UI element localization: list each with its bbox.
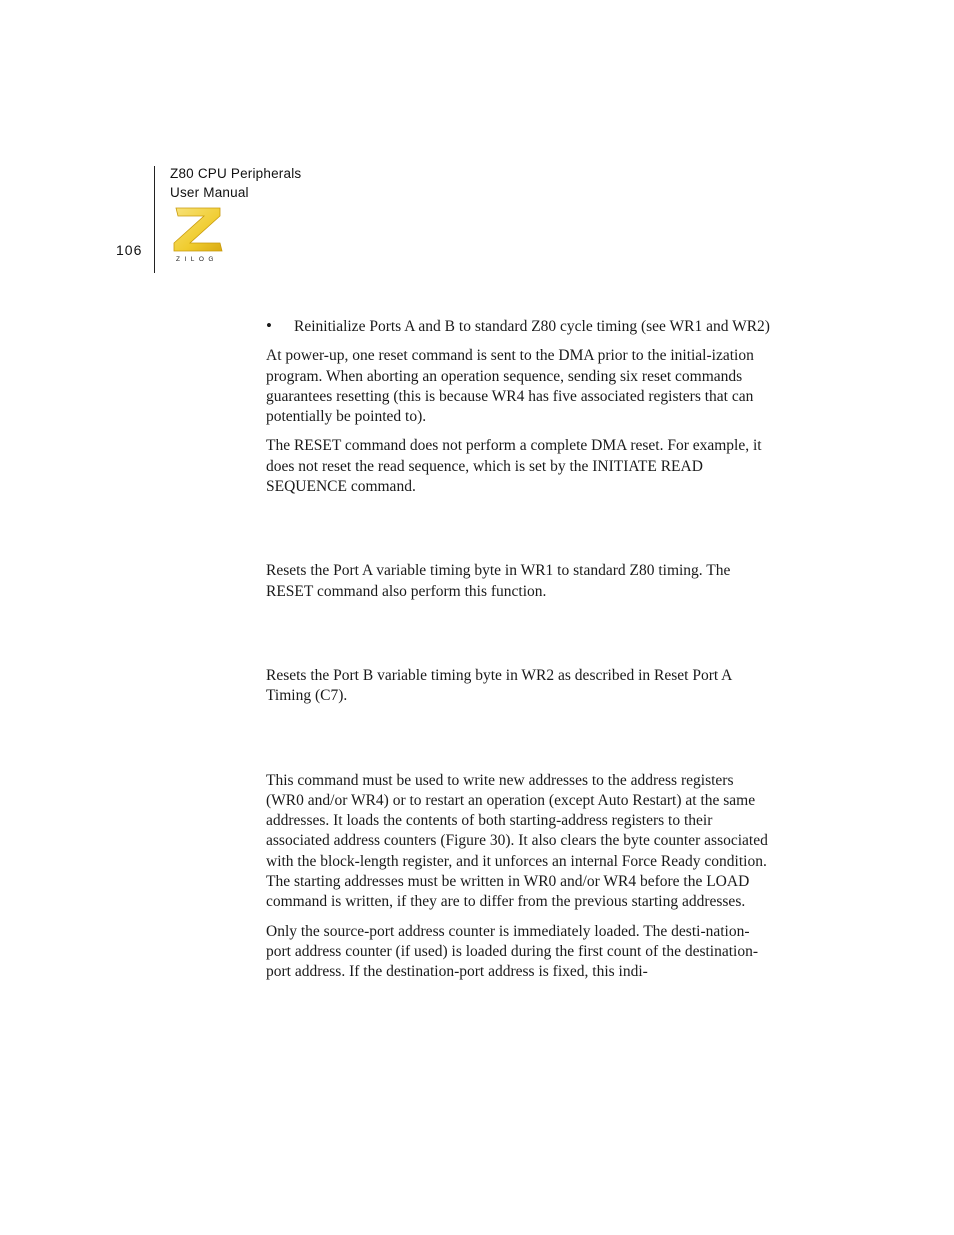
paragraph-load: This command must be used to write new addresses to the address registers (WR0 and/or WR4) or to restart an operation (except Auto Restart) at the same addresses. It loads the contents of both starting-address registers to their associated address counters (Figure 30). It also clears the byte counter associated with the block-length register, and it unforces an internal Force Ready condition. The starting addresses must be written in WR0 and/or WR4 before the LOAD command is written, if they are to differ from the previous starting addresses. xyxy=(266,771,768,911)
section-gap xyxy=(266,716,771,771)
paragraph-reset-port-a: Resets the Port A variable timing byte in WR1 to standard Z80 timing. The RESET command also perform this function. xyxy=(266,562,731,600)
zilog-logo xyxy=(170,205,224,263)
paragraph-power-up: At power-up, one reset command is sent to the DMA prior to the initial-ization program. When aborting an operation sequence, sending six reset commands guarantees resetting (this is because WR4 has five associated registers that can potentially be pointed to). xyxy=(266,347,754,426)
paragraph-reset-limits: The RESET command does not perform a complete DMA reset. For example, it does not reset the read sequence, which is set by the INITIATE READ SEQUENCE command. xyxy=(266,437,762,496)
header-divider xyxy=(154,166,155,273)
bullet-text: Reinitialize Ports A and B to standard Z80 cycle timing (see WR1 and WR2) xyxy=(294,318,770,335)
manual-title-line2: User Manual xyxy=(170,185,249,200)
list-item xyxy=(266,317,771,337)
manual-title-line1: Z80 CPU Peripherals xyxy=(170,166,302,181)
page-body xyxy=(266,317,771,992)
manual-title xyxy=(170,164,301,202)
section-gap xyxy=(266,611,771,666)
paragraph-reset-port-b: Resets the Port B variable timing byte in WR2 as described in Reset Port A Timing (C7). xyxy=(266,666,732,705)
paragraph-source-port: Only the source-port address counter is immediately loaded. The desti-nation-port address counter (if used) is loaded during the first count of the destination-port address. If the destination-port address is fixed, this indi- xyxy=(266,922,758,981)
bullet-icon: • xyxy=(266,316,272,335)
svg-text:ZILOG: ZILOG xyxy=(175,256,219,263)
section-gap xyxy=(266,506,771,561)
page-number: 106 xyxy=(116,242,143,258)
